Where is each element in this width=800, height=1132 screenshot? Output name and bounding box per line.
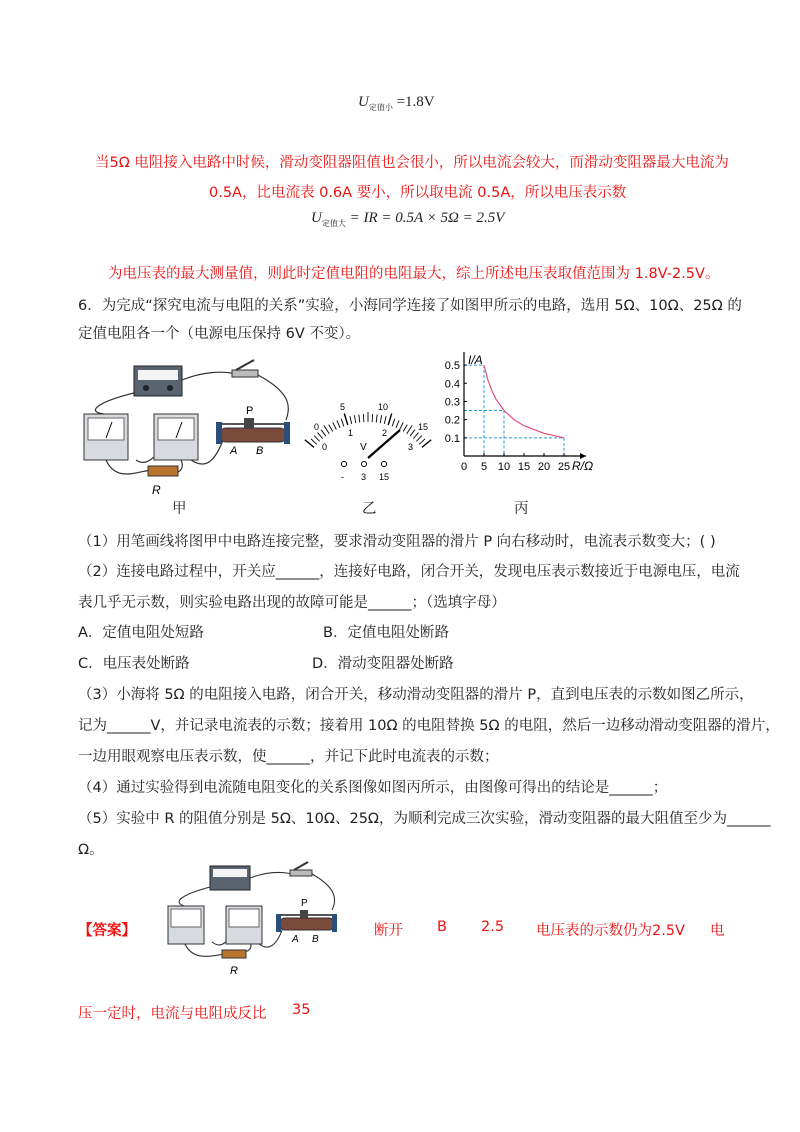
- sub-question-1: （1）用笔画线将图甲中电路连接完整，要求滑动变阻器的滑片 P 向右移动时，电流表示数变大；( ): [78, 534, 716, 550]
- formula-u-max: $U_{定值大}$ = IR = 0.5A × 5Ω = 2.5V: [311, 210, 505, 228]
- y-tick-label: 0.1: [444, 432, 460, 445]
- ammeter-device: [154, 414, 198, 460]
- circuit-figure-jia: [76, 352, 296, 512]
- dial-tick-mark: [380, 415, 381, 423]
- voltmeter-dial-yi: [300, 392, 440, 492]
- dial-tick-mark: [329, 425, 333, 432]
- lower-tick-0: 0: [322, 442, 328, 452]
- voltmeter-device: [84, 414, 128, 460]
- label-b: B: [256, 445, 264, 457]
- x-tick-label: 10: [497, 461, 511, 473]
- x-axis-label: R/Ω: [572, 459, 594, 473]
- formula-u-min: $U_{定值小} =1.8V$: [358, 94, 435, 112]
- dial-tick-mark: [419, 439, 425, 444]
- answer-4-conclusion: 压一定时，电流与电阻成反比: [78, 1006, 267, 1022]
- option-b: B．定值电阻处断路: [323, 625, 449, 641]
- terminal-3: 3: [361, 472, 367, 482]
- x-tick-label: 5: [480, 461, 488, 473]
- answer-3-condition: 电压表的示数仍为2.5V: [536, 923, 685, 939]
- y-axis-label: I/A: [468, 353, 483, 367]
- answer-label: 【答案】: [78, 923, 136, 939]
- answer-label-r: R: [230, 965, 238, 977]
- dial-tick-mark: [314, 436, 320, 442]
- dial-tick-mark: [410, 430, 415, 436]
- dial-tick-mark: [403, 425, 407, 432]
- solution-line-1: 当5Ω 电阻接入电路中时候，滑动变阻器阻值也会很小，所以电流会较大，而滑动变阻器最大电流为: [95, 155, 729, 171]
- dial-tick-mark: [400, 422, 404, 429]
- resistor: [148, 466, 178, 476]
- dial-tick-mark: [318, 433, 323, 439]
- dial-tick-mark: [376, 415, 377, 423]
- upper-tick-5: 5: [340, 402, 346, 412]
- terminal-15: 15: [379, 472, 390, 482]
- x-tick-label: 25: [557, 461, 571, 473]
- label-a: A: [230, 445, 238, 457]
- dial-tick-mark: [392, 419, 395, 427]
- lower-tick-3: 3: [408, 442, 414, 452]
- solution-line-2: 0.5A，比电流表 0.6A 要小，所以取电流 0.5A，所以电压表示数: [209, 185, 627, 201]
- lower-tick-2: 2: [382, 428, 388, 438]
- sub-question-2-line-2: 表几乎无示数，则实验电路出现的故障可能是______；（选填字母）: [78, 595, 506, 611]
- y-tick-label: 0.3: [444, 396, 460, 409]
- dial-tick-mark: [413, 433, 418, 439]
- question-intro-2: 定值电阻各一个（电源电压保持 6V 不变）。: [78, 326, 361, 342]
- option-a: A．定值电阻处短路: [78, 625, 204, 641]
- dial-tick-mark: [350, 416, 352, 424]
- option-d: D．滑动变阻器处断路: [312, 656, 454, 672]
- answer-2-switch: 断开: [374, 923, 403, 939]
- sub-question-5-line-1: （5）实验中 R 的阻值分别是 5Ω、10Ω、25Ω，为顺利完成三次实验，滑动变阻器的最大阻值至少为______: [78, 811, 771, 827]
- label-r: R: [152, 483, 161, 497]
- current-resistance-chart: [440, 352, 600, 492]
- sub-question-3-line-2: 记为______V，并记录电流表的示数；接着用 10Ω 的电阻替换 5Ω 的电阻，然后一边移动滑动变阻器的滑片，: [78, 718, 780, 734]
- question-intro-1: 6．为完成“探究电流与电阻的关系”实验，小海同学连接了如图甲所示的电路，选用 5Ω、10Ω、25Ω 的: [78, 298, 742, 314]
- answer-5-resistance: 35: [292, 1002, 311, 1018]
- dial-tick-mark: [407, 425, 413, 433]
- sub-question-5-line-2: Ω。: [78, 842, 104, 858]
- answer-2-fault: B: [437, 919, 447, 935]
- power-supply: [134, 366, 182, 396]
- dial-tick-mark: [388, 413, 391, 424]
- answer-4-start: 电: [710, 923, 725, 939]
- answer-label-p: P: [301, 898, 308, 909]
- current-curve: [484, 365, 564, 438]
- dial-tick-mark: [311, 439, 317, 444]
- sub-question-3-line-3: 一边用眼观察电压表示数，使______，并记下此时电流表的示数；: [78, 749, 499, 765]
- dial-tick-mark: [321, 430, 326, 436]
- answer-label-b: B: [312, 934, 319, 945]
- x-tick-label: 0: [460, 461, 468, 473]
- dial-tick-mark: [333, 422, 337, 429]
- x-tick-label: 20: [537, 461, 551, 473]
- sub-question-4: （4）通过实验得到电流随电阻变化的关系图像如图丙所示，由图像可得出的结论是______；: [78, 780, 668, 796]
- x-tick-label: 15: [517, 461, 531, 473]
- y-tick-label: 0.2: [444, 414, 460, 427]
- dial-tick-mark: [324, 425, 330, 433]
- label-p: P: [246, 405, 254, 417]
- answer-circuit: [162, 858, 342, 986]
- dial-unit: V: [360, 442, 367, 453]
- dial-tick-mark: [384, 416, 386, 424]
- dial-tick-mark: [396, 420, 399, 427]
- sub-question-2-line-1: （2）连接电路过程中，开关应______，连接好电路，闭合开关，发现电压表示数接近于电源电压，电流: [78, 564, 740, 580]
- dial-tick-mark: [337, 420, 340, 427]
- terminal-neg: -: [341, 472, 344, 482]
- lower-tick-1: 1: [348, 428, 354, 438]
- upper-tick-10: 10: [378, 402, 389, 412]
- option-c: C．电压表处断路: [78, 656, 190, 672]
- dial-tick-mark: [344, 413, 347, 424]
- figure-label-jia: 甲: [172, 501, 187, 517]
- answer-label-a: A: [292, 934, 299, 945]
- answer-3-voltage: 2.5: [481, 919, 505, 935]
- upper-tick-0: 0: [314, 422, 320, 432]
- dial-tick-mark: [416, 436, 422, 442]
- dial-tick-mark: [354, 415, 355, 423]
- sub-question-3-line-1: （3）小海将 5Ω 的电阻接入电路，闭合开关，移动滑动变阻器的滑片 P，直到电压表的示数如图乙所示，: [78, 687, 754, 703]
- dial-tick-mark: [359, 415, 360, 423]
- dial-tick-mark: [341, 419, 344, 427]
- rheostat: [216, 418, 290, 444]
- figure-label-bing: 丙: [514, 501, 529, 517]
- guide-line: [464, 438, 564, 456]
- figure-label-yi: 乙: [362, 501, 377, 517]
- upper-tick-15: 15: [418, 422, 429, 432]
- y-tick-label: 0.5: [444, 360, 460, 373]
- solution-line-3: 为电压表的最大测量值，则此时定值电阻的电阻最大，综上所述电压表取值范围为 1.8V-2.5V。: [108, 266, 720, 282]
- switch: [232, 360, 258, 377]
- y-tick-label: 0.4: [444, 378, 460, 391]
